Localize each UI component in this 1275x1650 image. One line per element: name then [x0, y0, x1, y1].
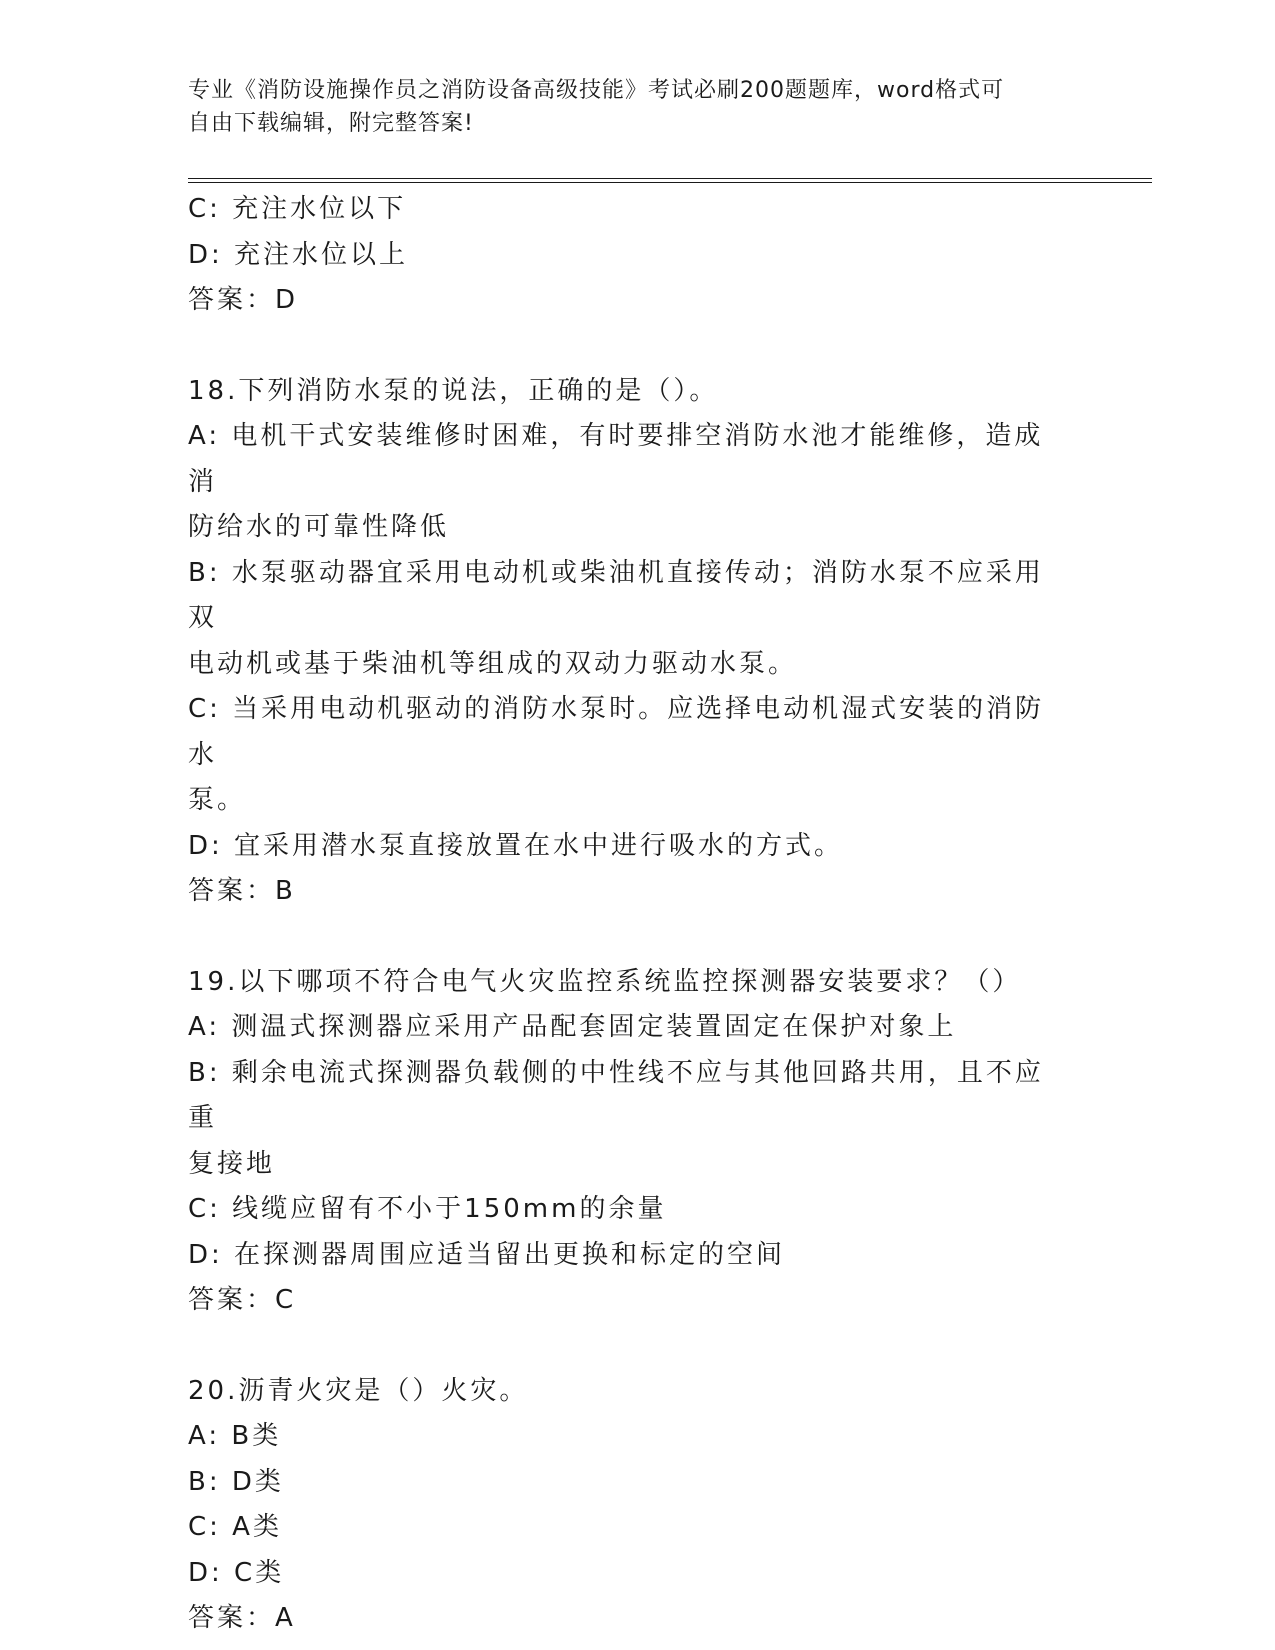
- question-19: [188, 960, 1068, 1324]
- option-a: A: 测温式探测器应采用产品配套固定装置固定在保护对象上: [188, 1012, 957, 1042]
- option-b-line-2: 电动机或基于柴油机等组成的双动力驱动水泵。: [188, 648, 798, 679]
- question-18: [188, 369, 1068, 915]
- prev-question-tail: [188, 187, 1068, 324]
- question-text: 19.以下哪项不符合电气火灾监控系统监控探测器安装要求？（）: [188, 966, 1022, 997]
- answer: 答案：B: [188, 876, 296, 906]
- option-d: D: 充注水位以上: [188, 239, 409, 270]
- document-header: [188, 74, 1068, 140]
- option-d: D: 宜采用潜水泵直接放置在水中进行吸水的方式。: [188, 830, 844, 861]
- option-b: B: D类: [188, 1466, 284, 1497]
- option-b-line-2: 复接地: [188, 1148, 276, 1179]
- header-rule-top: [188, 178, 1152, 179]
- header-line-2: 自由下载编辑，附完整答案!: [188, 111, 474, 136]
- option-d: D: 在探测器周围应适当留出更换和标定的空间: [188, 1239, 786, 1270]
- option-b-line-1: B: 剩余电流式探测器负载侧的中性线不应与其他回路共用，且不应重: [188, 1057, 1044, 1133]
- question-content: [188, 187, 1068, 1642]
- option-c: C: 充注水位以下: [188, 194, 407, 224]
- option-c-line-2: 泵。: [188, 785, 247, 815]
- option-a-line-2: 防给水的可靠性降低: [188, 512, 450, 542]
- option-c: C: 线缆应留有不小于150mm的余量: [188, 1194, 667, 1224]
- answer: 答案：D: [188, 285, 299, 315]
- option-a-line-1: A: 电机干式安装维修时困难，有时要排空消防水池才能维修，造成消: [188, 421, 1044, 497]
- option-c: C: A类: [188, 1512, 282, 1542]
- option-b-line-1: B: 水泵驱动器宜采用电动机或柴油机直接传动；消防水泵不应采用双: [188, 557, 1044, 633]
- question-text: 20.沥青火灾是（）火灾。: [188, 1375, 529, 1406]
- answer: 答案：A: [188, 1603, 296, 1633]
- option-c-line-1: C: 当采用电动机驱动的消防水泵时。应选择电动机湿式安装的消防水: [188, 694, 1045, 770]
- answer: 答案：C: [188, 1285, 297, 1315]
- header-line-1: 专业《消防设施操作员之消防设备高级技能》考试必刷200题题库，word格式可: [188, 78, 1005, 103]
- header-rule-bottom: [188, 182, 1152, 183]
- question-text: 18.下列消防水泵的说法，正确的是（）。: [188, 375, 719, 406]
- option-d: D: C类: [188, 1557, 285, 1588]
- option-a: A: B类: [188, 1421, 282, 1451]
- question-20: [188, 1369, 1068, 1642]
